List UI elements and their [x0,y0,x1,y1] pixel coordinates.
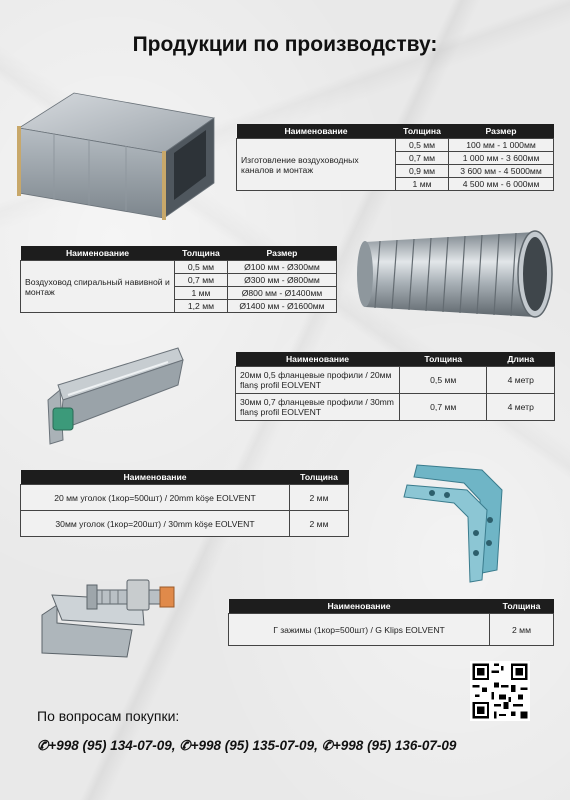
col-header-name: Наименование [21,246,175,261]
phone-number[interactable]: ✆+998 (95) 136-07-09 [321,738,457,753]
thickness-cell: 2 мм [290,485,349,511]
table-g-clips [228,599,554,646]
thickness-cell: 0,7 мм [396,152,449,165]
qr-code[interactable] [470,661,530,721]
thickness-cell: 0,7 мм [400,394,487,421]
size-cell: Ø300 мм - Ø800мм [227,274,336,287]
product-name: 30мм уголок (1кор=200шт) / 30mm köşe EOLVENT [21,511,290,537]
size-cell: 1 000 мм - 3 600мм [449,152,554,165]
table-flange-profiles [235,352,555,421]
product-name: Воздуховод спиральный навивной и монтаж [21,261,175,313]
size-cell: Ø1400 мм - Ø1600мм [227,300,336,313]
size-cell: Ø100 мм - Ø300мм [227,261,336,274]
thickness-cell: 0,7 мм [175,274,228,287]
corner-pieces-image [402,455,527,585]
table-rectangular-ducts [236,124,554,191]
size-cell: 3 600 мм - 4 5000мм [449,165,554,178]
thickness-cell: 0,5 мм [175,261,228,274]
g-clamp-image [32,575,182,665]
thickness-cell: 1,2 мм [175,300,228,313]
product-name: 20мм 0,5 фланцевые профили / 20мм flanş profil EOLVENT [236,367,400,394]
col-header-name: Наименование [237,124,396,139]
col-header-name: Наименование [21,470,290,485]
thickness-cell: 0,5 мм [396,139,449,152]
col-header-length: Длина [487,352,555,367]
size-cell: 100 мм - 1 000мм [449,139,554,152]
thickness-cell: 0,9 мм [396,165,449,178]
size-cell: Ø800 мм - Ø1400мм [227,287,336,300]
flange-profile-image [38,340,188,445]
phone-list [37,738,456,754]
contact-label: По вопросам покупки: [37,708,180,724]
product-name: Г зажимы (1кор=500шт) / G Klips EOLVENT [229,614,490,646]
col-header-name: Наименование [236,352,400,367]
page-title: Продукции по производству: [132,33,438,56]
thickness-cell: 2 мм [490,614,554,646]
col-header-thickness: Толщина [400,352,487,367]
thickness-cell: 2 мм [290,511,349,537]
product-name: Изготовление воздуховодных каналов и монтаж [237,139,396,191]
table-corners [20,470,349,537]
col-header-size: Размер [449,124,554,139]
table-spiral-ducts [20,246,337,313]
thickness-cell: 0,5 мм [400,367,487,394]
col-header-size: Размер [227,246,336,261]
phone-number[interactable]: ✆+998 (95) 134-07-09, [37,738,176,753]
spiral-duct-image [355,222,555,327]
col-header-name: Наименование [229,599,490,614]
length-cell: 4 метр [487,367,555,394]
col-header-thickness: Толщина [490,599,554,614]
thickness-cell: 1 мм [175,287,228,300]
col-header-thickness: Толщина [175,246,228,261]
size-cell: 4 500 мм - 6 000мм [449,178,554,191]
product-name: 30мм 0,7 фланцевые профили / 30mm flanş profil EOLVENT [236,394,400,421]
col-header-thickness: Толщина [290,470,349,485]
product-name: 20 мм уголок (1кор=500шт) / 20mm köşe EOLVENT [21,485,290,511]
thickness-cell: 1 мм [396,178,449,191]
length-cell: 4 метр [487,394,555,421]
col-header-thickness: Толщина [396,124,449,139]
rectangular-duct-image [14,88,219,223]
phone-number[interactable]: ✆+998 (95) 135-07-09, [179,738,318,753]
